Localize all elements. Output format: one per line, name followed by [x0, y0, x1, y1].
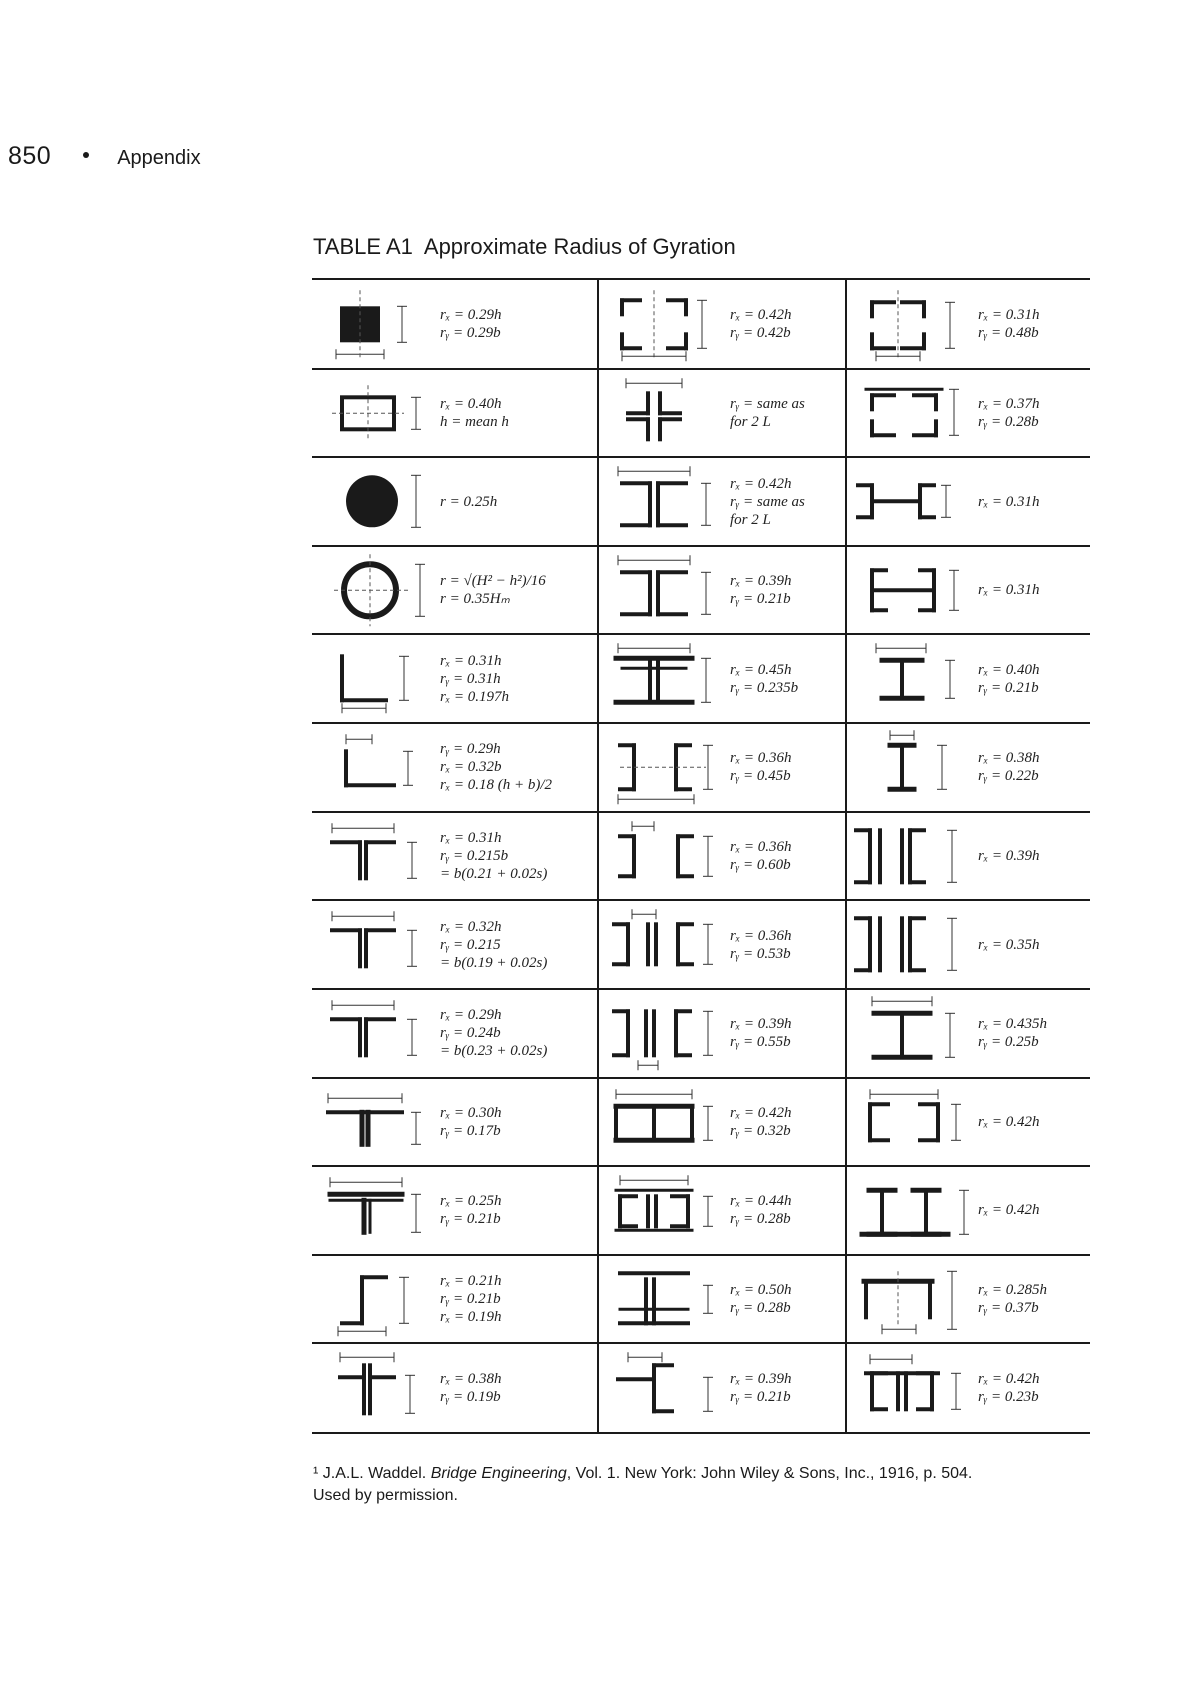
- section-cell-box-channels: [846, 812, 1090, 901]
- radius-formula: [730, 927, 791, 963]
- double-tee-angles-icon: [598, 457, 728, 546]
- box-channels-icon: [846, 812, 976, 901]
- section-cell-box-channels-plate: [598, 1166, 846, 1255]
- formula-line: rₓ = 0.36h: [730, 750, 792, 767]
- footnote-rest: , Vol. 1. New York: John Wiley & Sons, Inc., 1916, p. 504.: [566, 1465, 973, 1482]
- footnote: [313, 1463, 1113, 1507]
- radius-formula: [440, 1272, 501, 1326]
- radius-formula: [440, 918, 547, 972]
- formula-line: rᵧ = 0.25b: [978, 1034, 1039, 1051]
- formula-line: rₓ = 0.435h: [978, 1016, 1047, 1033]
- section-cell-single-angle: [312, 634, 598, 723]
- section-cell-tee-angles: [312, 812, 598, 901]
- formula-line: rᵧ = 0.21b: [978, 679, 1039, 696]
- formula-line: rₓ = 0.40h: [978, 661, 1040, 678]
- radius-formula: [730, 661, 798, 697]
- section-cell-hollow-rectangle: [312, 369, 598, 458]
- section-cell-channels-web: [846, 546, 1090, 635]
- formula-line: = b(0.19 + 0.02s): [440, 954, 548, 971]
- formula-line: rᵧ = 0.42b: [730, 325, 791, 342]
- page-header: [8, 142, 201, 171]
- formula-line: rₓ = 0.285h: [978, 1282, 1047, 1299]
- radius-formula: [978, 749, 1039, 785]
- section-cell-i-beam: [846, 634, 1090, 723]
- formula-line: rₓ = 0.42h: [730, 1104, 792, 1121]
- radius-formula: [440, 572, 546, 608]
- formula-line: rₓ = 0.31h: [978, 493, 1040, 510]
- radius-formula: [978, 1113, 1039, 1131]
- section-cell-channels-back-web: [846, 457, 1090, 546]
- radius-formula: [730, 1015, 791, 1051]
- formula-line: rₓ = 0.36h: [730, 927, 792, 944]
- four-angles-flanged-icon: [846, 369, 976, 458]
- section-cell-cross-angles: [312, 1343, 598, 1432]
- radius-formula: [730, 1192, 791, 1228]
- formula-line: r = 0.25h: [440, 493, 498, 510]
- radius-formula: [730, 572, 791, 608]
- formula-line: rₓ = 0.31h: [978, 582, 1040, 599]
- formula-line: rᵧ = 0.45b: [730, 768, 791, 785]
- formula-line: rₓ = 0.39h: [730, 1370, 792, 1387]
- formula-line: rₓ = 0.32h: [440, 918, 502, 935]
- radius-formula: [978, 395, 1039, 431]
- formula-line: rₓ = 0.40h: [440, 395, 502, 412]
- hollow-rectangle-icon: [312, 369, 442, 458]
- section-cell-four-angles-flanged: [846, 369, 1090, 458]
- section-cell-starred-angles: [598, 369, 846, 458]
- formula-line: rₓ = 0.36h: [730, 838, 792, 855]
- formula-line: rₓ = 0.21h: [440, 1273, 502, 1290]
- box-channels-2-icon: [846, 900, 976, 989]
- section-cell-channels-apart: [598, 812, 846, 901]
- formula-line: rₓ = 0.37h: [978, 395, 1040, 412]
- radius-formula: [440, 493, 497, 511]
- section-cell-double-tee-plates: [598, 634, 846, 723]
- tee-flanged-icon: [312, 1166, 442, 1255]
- radius-formula: [730, 395, 805, 431]
- box-brackets-icon: [846, 1078, 976, 1167]
- single-angle-icon: [312, 634, 442, 723]
- i-beam-icon: [846, 634, 976, 723]
- channels-plated-icon: [598, 989, 728, 1078]
- radius-formula: [730, 1104, 791, 1140]
- radius-formula: [440, 395, 509, 431]
- bullet-icon: [83, 152, 89, 158]
- formula-line: rᵧ = 0.19b: [440, 1388, 501, 1405]
- formula-line: rₓ = 0.42h: [730, 475, 792, 492]
- formula-line: rᵧ = 0.29b: [440, 325, 501, 342]
- formula-line: rₓ = 0.197h: [440, 688, 509, 705]
- formula-line: rₓ = 0.39h: [730, 1016, 792, 1033]
- tee-channel-icon: [598, 1343, 728, 1432]
- section-cell-channels-flanged: [846, 1343, 1090, 1432]
- section-cell-four-angles-box: [598, 280, 846, 369]
- section-cell-narrow-i: [846, 723, 1090, 812]
- formula-line: rₓ = 0.42h: [978, 1113, 1040, 1130]
- section-cell-unequal-angle: [312, 723, 598, 812]
- radius-formula: [978, 1015, 1047, 1051]
- formula-line: rᵧ = 0.28b: [730, 1300, 791, 1317]
- table-label: TABLE A1: [313, 234, 413, 259]
- table-caption: Approximate Radius of Gyration: [423, 234, 736, 259]
- formula-line: rₓ = 0.32b: [440, 759, 502, 776]
- formula-line: rₓ = 0.39h: [978, 847, 1040, 864]
- footnote-marker: ¹: [313, 1465, 319, 1482]
- unequal-angle-icon: [312, 723, 442, 812]
- section-cell-tee-flanged: [312, 1166, 598, 1255]
- radius-formula: [440, 1192, 501, 1228]
- radius-formula: [978, 661, 1039, 697]
- section-cell-solid-circle: [312, 457, 598, 546]
- footnote-line2: Used by permission.: [313, 1487, 458, 1504]
- formula-line: rₓ = 0.42h: [730, 307, 792, 324]
- formula-line: rᵧ = 0.22b: [978, 768, 1039, 785]
- formula-line: rₓ = 0.29h: [440, 1007, 502, 1024]
- section-cell-double-tee-back: [598, 546, 846, 635]
- formula-line: rₓ = 0.30h: [440, 1104, 502, 1121]
- formula-line: for 2 L: [730, 511, 771, 528]
- section-cell-hollow-circle: [312, 546, 598, 635]
- section-cell-portal: [846, 1255, 1090, 1344]
- radius-formula: [730, 1370, 791, 1406]
- formula-line: r = √(H² − h²)/16: [440, 573, 546, 590]
- tee-angles-wide-icon: [312, 989, 442, 1078]
- section-cell-i-plated-box: [598, 1255, 846, 1344]
- radius-of-gyration-table: [312, 278, 1090, 1434]
- section-cell-channels-out: [598, 723, 846, 812]
- formula-line: rᵧ = 0.28b: [730, 1211, 791, 1228]
- section-cell-solid-rectangle: [312, 280, 598, 369]
- page-number: 850: [8, 142, 52, 170]
- formula-line: rₓ = 0.25h: [440, 1193, 502, 1210]
- channels-apart-icon: [598, 812, 728, 901]
- footnote-author: J.A.L. Waddel.: [322, 1465, 427, 1482]
- radius-formula: [978, 936, 1039, 954]
- formula-line: rₓ = 0.31h: [440, 652, 502, 669]
- formula-line: rᵧ = 0.29h: [440, 741, 501, 758]
- section-cell-tee-channel: [598, 1343, 846, 1432]
- double-i-plate-icon: [846, 1166, 976, 1255]
- section-title: Appendix: [117, 147, 201, 169]
- radius-formula: [730, 306, 791, 342]
- section-cell-wide-i: [846, 989, 1090, 1078]
- formula-line: rₓ = 0.38h: [440, 1370, 502, 1387]
- radius-formula: [440, 306, 501, 342]
- channels-center-icon: [598, 900, 728, 989]
- formula-line: rₓ = 0.50h: [730, 1282, 792, 1299]
- section-cell-z-shape: [312, 1255, 598, 1344]
- formula-line: r = 0.35Hₘ: [440, 591, 510, 608]
- box-channels-plate-icon: [598, 1166, 728, 1255]
- section-cell-double-i-plate: [846, 1166, 1090, 1255]
- section-cell-tee-angles-small: [312, 900, 598, 989]
- formula-line: rₓ = 0.44h: [730, 1193, 792, 1210]
- formula-line: rᵧ = 0.48b: [978, 325, 1039, 342]
- formula-line: h = mean h: [440, 413, 509, 430]
- radius-formula: [440, 1006, 547, 1060]
- formula-line: rₓ = 0.42h: [978, 1370, 1040, 1387]
- channels-back-web-icon: [846, 457, 976, 546]
- formula-line: rᵧ = same as: [730, 395, 805, 412]
- radius-formula: [978, 581, 1039, 599]
- radius-formula: [440, 652, 509, 706]
- formula-line: rᵧ = 0.23b: [978, 1388, 1039, 1405]
- i-channels-icon: [598, 1078, 728, 1167]
- radius-formula: [978, 1201, 1039, 1219]
- formula-line: rₓ = 0.31h: [440, 829, 502, 846]
- solid-circle-icon: [312, 457, 442, 546]
- portal-icon: [846, 1255, 976, 1344]
- formula-line: rₓ = 0.38h: [978, 750, 1040, 767]
- channels-out-icon: [598, 723, 728, 812]
- radius-formula: [978, 493, 1039, 511]
- radius-formula: [978, 306, 1039, 342]
- formula-line: rₓ = 0.42h: [978, 1202, 1040, 1219]
- radius-formula: [978, 1281, 1047, 1317]
- formula-line: rᵧ = 0.55b: [730, 1034, 791, 1051]
- double-tee-back-icon: [598, 546, 728, 635]
- solid-rectangle-icon: [312, 280, 442, 369]
- radius-formula: [730, 475, 805, 529]
- formula-line: rᵧ = 0.235b: [730, 679, 799, 696]
- section-cell-box-brackets: [846, 1078, 1090, 1167]
- radius-formula: [730, 1281, 791, 1317]
- formula-line: = b(0.23 + 0.02s): [440, 1043, 548, 1060]
- hollow-circle-icon: [312, 546, 442, 635]
- formula-line: rₓ = 0.39h: [730, 573, 792, 590]
- formula-line: rₓ = 0.18 (h + b)/2: [440, 777, 553, 794]
- formula-line: rᵧ = 0.21b: [440, 1211, 501, 1228]
- section-cell-i-channels: [598, 1078, 846, 1167]
- formula-line: rᵧ = 0.21b: [730, 1388, 791, 1405]
- radius-formula: [440, 829, 547, 883]
- section-cell-double-tee-angles: [598, 457, 846, 546]
- radius-formula: [440, 1104, 501, 1140]
- section-cell-channels-plated: [598, 989, 846, 1078]
- radius-formula: [440, 740, 552, 794]
- formula-line: rₓ = 0.19h: [440, 1309, 502, 1326]
- formula-line: rₓ = 0.45h: [730, 661, 792, 678]
- section-cell-channels-center: [598, 900, 846, 989]
- tee-angles-icon: [312, 812, 442, 901]
- section-cell-box-channels-2: [846, 900, 1090, 989]
- formula-line: rᵧ = 0.37b: [978, 1300, 1039, 1317]
- wide-i-icon: [846, 989, 976, 1078]
- formula-line: rᵧ = 0.53b: [730, 945, 791, 962]
- formula-line: rₓ = 0.31h: [978, 307, 1040, 324]
- double-tee-plates-icon: [598, 634, 728, 723]
- channels-flanged-icon: [846, 1343, 976, 1432]
- formula-line: rᵧ = 0.31h: [440, 670, 501, 687]
- four-angles-spread-icon: [846, 280, 976, 369]
- radius-formula: [978, 847, 1039, 865]
- channels-web-icon: [846, 546, 976, 635]
- formula-line: rᵧ = 0.21b: [440, 1291, 501, 1308]
- section-cell-tee-angles-wide: [312, 989, 598, 1078]
- cross-angles-icon: [312, 1343, 442, 1432]
- section-cell-four-angles-spread: [846, 280, 1090, 369]
- radius-formula: [730, 838, 791, 874]
- radius-formula: [978, 1370, 1039, 1406]
- formula-line: = b(0.21 + 0.02s): [440, 865, 548, 882]
- formula-line: rₓ = 0.35h: [978, 936, 1040, 953]
- starred-angles-icon: [598, 369, 728, 458]
- formula-line: rᵧ = 0.17b: [440, 1122, 501, 1139]
- formula-line: rᵧ = 0.32b: [730, 1122, 791, 1139]
- formula-line: rᵧ = 0.60b: [730, 856, 791, 873]
- i-plated-box-icon: [598, 1255, 728, 1344]
- tee-angles-small-icon: [312, 900, 442, 989]
- radius-formula: [730, 749, 791, 785]
- table-title: [313, 234, 736, 260]
- z-shape-icon: [312, 1255, 442, 1344]
- formula-line: for 2 L: [730, 413, 771, 430]
- formula-line: rᵧ = 0.28b: [978, 413, 1039, 430]
- formula-line: rᵧ = 0.215: [440, 936, 501, 953]
- tee-plate-icon: [312, 1078, 442, 1167]
- narrow-i-icon: [846, 723, 976, 812]
- formula-line: rᵧ = 0.215b: [440, 847, 509, 864]
- radius-formula: [440, 1370, 501, 1406]
- footnote-book: Bridge Engineering: [430, 1465, 567, 1482]
- section-cell-tee-plate: [312, 1078, 598, 1167]
- formula-line: rᵧ = 0.24b: [440, 1025, 501, 1042]
- formula-line: rₓ = 0.29h: [440, 307, 502, 324]
- formula-line: rᵧ = same as: [730, 493, 805, 510]
- formula-line: rᵧ = 0.21b: [730, 591, 791, 608]
- four-angles-box-icon: [598, 280, 728, 369]
